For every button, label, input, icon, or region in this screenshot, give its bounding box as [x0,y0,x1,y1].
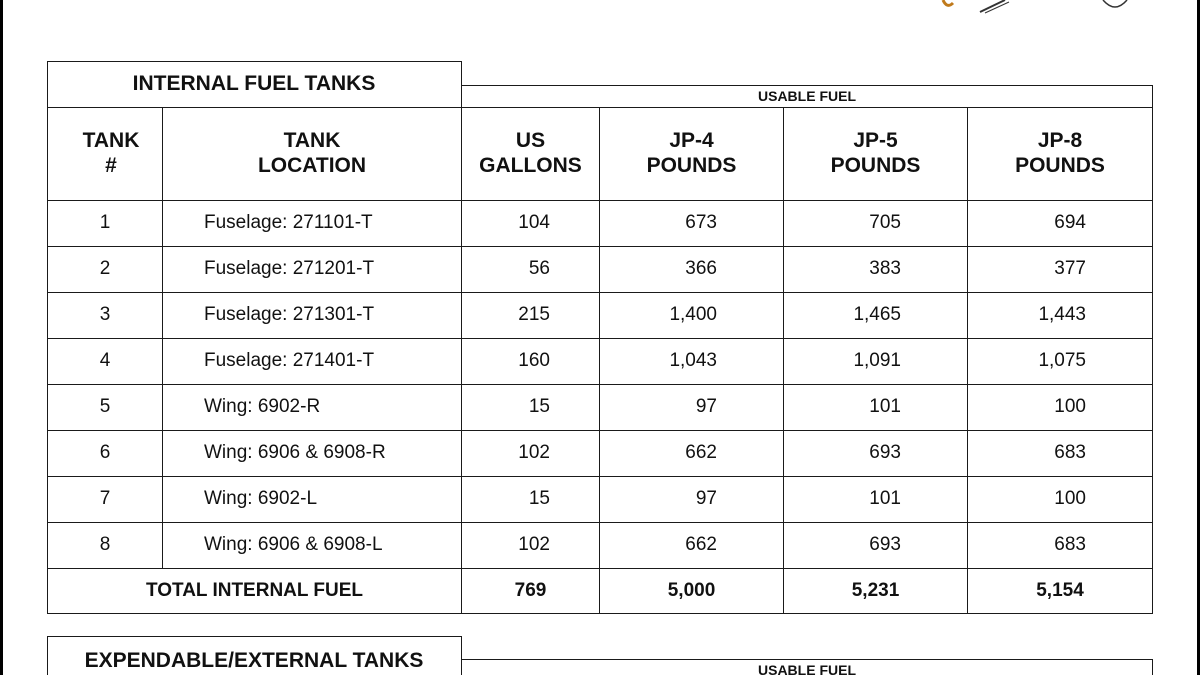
globe-decoration-icon [1100,0,1130,10]
cell-location: Wing: 6906 & 6908-R [204,442,386,464]
external-usable-fuel-label: USABLE FUEL [758,662,856,679]
usable-fuel-label: USABLE FUEL [758,88,856,105]
cell-gallons: 215 [518,304,550,326]
header-jp8-pounds: JP-8 POUNDS [1015,129,1105,177]
wrench-decoration-icon [935,0,1015,14]
cell-tank: 4 [99,350,111,372]
cell-jp5: 101 [869,396,901,418]
page-left-edge [0,0,3,675]
cell-location: Wing: 6902-R [204,396,321,418]
total-internal-fuel-label: TOTAL INTERNAL FUEL [145,579,364,601]
cell-jp5: 1,465 [853,304,901,326]
cell-jp8: 683 [1054,442,1086,464]
cell-jp4: 97 [695,488,717,510]
cell-jp8: 100 [1054,488,1086,510]
external-table-title: EXPENDABLE/EXTERNAL TANKS [84,648,424,672]
cell-tank: 1 [99,212,111,234]
cell-jp5: 693 [869,442,901,464]
header-tank-number: TANK # [82,129,140,177]
cell-jp8: 1,443 [1038,304,1086,326]
header-us-gallons: US GALLONS [479,129,582,177]
cell-jp4: 673 [685,212,717,234]
cell-jp4: 662 [685,534,717,556]
cell-jp5: 383 [869,258,901,280]
cell-location: Fuselage: 271201-T [204,258,375,280]
cell-jp4: 1,400 [669,304,717,326]
total-jp4-pounds: 5,000 [667,579,716,601]
total-jp8-pounds: 5,154 [1036,579,1084,601]
cell-tank: 3 [99,304,111,326]
cell-jp8: 100 [1054,396,1086,418]
cell-location: Fuselage: 271301-T [204,304,375,326]
internal-table-title: INTERNAL FUEL TANKS [132,72,376,96]
cell-gallons: 15 [528,396,550,418]
header-jp5-pounds: JP-5 POUNDS [830,129,921,177]
cell-jp8: 1,075 [1038,350,1086,372]
cell-jp5: 101 [869,488,901,510]
cell-gallons: 102 [518,442,550,464]
cell-tank: 6 [99,442,111,464]
total-jp5-pounds: 5,231 [851,579,900,601]
cell-jp4: 662 [685,442,717,464]
cell-jp8: 377 [1054,258,1086,280]
cell-jp5: 705 [869,212,901,234]
cell-gallons: 56 [528,258,550,280]
cell-jp4: 1,043 [669,350,717,372]
cell-location: Wing: 6902-L [204,488,318,510]
cell-jp4: 366 [685,258,717,280]
cell-jp5: 693 [869,534,901,556]
cell-tank: 2 [99,258,111,280]
cell-tank: 8 [99,534,111,556]
cell-location: Fuselage: 271401-T [204,350,375,372]
cell-tank: 7 [99,488,111,510]
cell-gallons: 160 [518,350,550,372]
header-jp4-pounds: JP-4 POUNDS [646,129,737,177]
cell-location: Wing: 6906 & 6908-L [204,534,383,556]
header-tank-location: TANK LOCATION [257,129,367,177]
cell-tank: 5 [99,396,111,418]
cell-gallons: 104 [518,212,550,234]
cell-jp4: 97 [695,396,717,418]
cell-location: Fuselage: 271101-T [204,212,373,234]
cell-jp5: 1,091 [853,350,901,372]
total-us-gallons: 769 [514,579,547,601]
cell-gallons: 102 [518,534,550,556]
cell-jp8: 683 [1054,534,1086,556]
cell-gallons: 15 [528,488,550,510]
cell-jp8: 694 [1054,212,1086,234]
